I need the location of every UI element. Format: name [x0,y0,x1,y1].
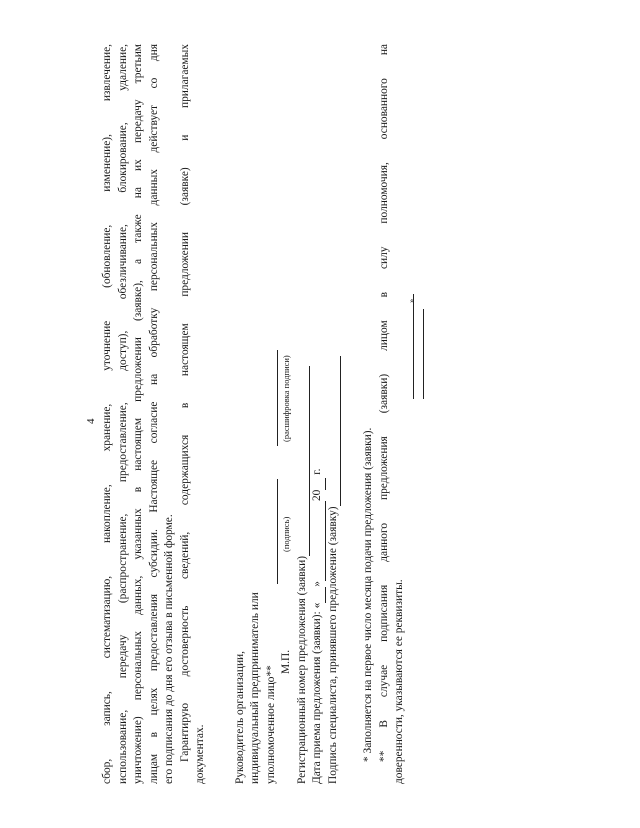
consent-line: лицам в целях предоставления субсидии. Настоящее согласие на обработку персональных данных действует со дня [147,44,160,784]
page-number: 4 [85,418,97,424]
stray-quote: » [406,298,416,303]
signatory-title: Руководитель организации, [233,651,246,784]
date-month-line [312,501,326,581]
reg-number-label: Регистрационный номер предложения (заявки) [295,555,308,784]
signatory-title: индивидуальный предприниматель или [249,592,261,784]
stray-line [422,309,424,399]
specialist-label: Подпись специалиста, принявшего предложение (заявку) [326,506,339,784]
footnote-two: доверенности, указываются ее реквизиты. [393,579,405,784]
stray-marks [406,294,424,399]
consent-paragraph [100,44,178,784]
consent-line: уничтожение) персональных данных, указанных в настоящем предложении (заявке), а также на их передачу третьим [132,44,144,784]
date-year-prefix: 20 [311,489,323,502]
consent-line: его подписания до дня его отзыва в письменной форме. [163,514,175,784]
specialist-signature-line [327,356,341,506]
date-year-suffix: г. [311,468,323,475]
guarantee-line: Гарантирую достоверность сведений, содержащихся в настоящем предложении (заявке) и прилагаемых [178,44,191,762]
rotated-content [85,44,416,784]
signatory-title: уполномоченное лицо** [264,665,277,784]
date-quote-close: » [311,581,323,587]
signatory-block [233,44,295,784]
guarantee-paragraph [178,44,209,784]
signature-decoding-line [264,350,278,446]
stamp-label: М.П. [280,649,292,674]
footnote-one: * Заполняется на первое число месяца подачи предложения (заявки). [362,427,374,762]
signature-caption: (подпись) [281,516,291,552]
signature-line [264,479,278,584]
consent-line: сбор, запись, систематизацию, накопление, хранение, уточнение (обновление, изменение), извлечение, [101,44,113,784]
guarantee-line: документах. [194,724,206,784]
reg-number-line [296,366,310,556]
consent-line: использование, передачу (распространение, предоставление, доступ), обезличивание, блокирование, удаление, [116,44,129,784]
registry-block [295,44,342,784]
date-label: Дата приема предложения (заявки): « [311,602,323,784]
date-day-line [312,587,326,603]
footnotes [361,44,408,784]
footnote-two: ** В случае подписания данного предложения (заявки) лицом в силу полномочия, основанного на [377,44,390,762]
date-year-line [312,478,326,490]
decoding-caption: (расшифровка подписи) [281,355,291,442]
